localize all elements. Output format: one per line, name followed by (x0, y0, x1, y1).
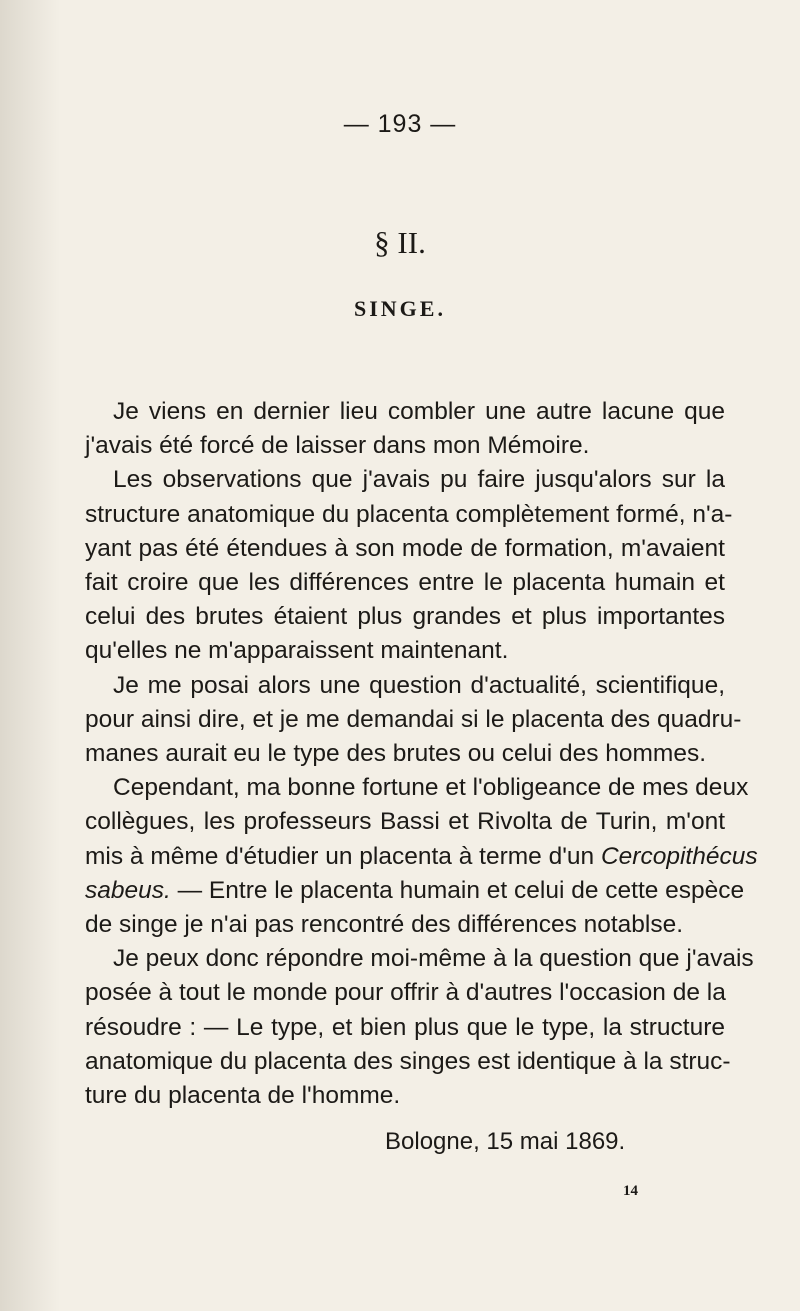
text-line: Cependant, ma bonne fortune et l'obligeance de mes deux (113, 774, 749, 802)
text-line: collègues, les professeurs Bassi et Rivolta de Turin, m'ont (85, 808, 725, 836)
body-text (85, 395, 758, 1113)
text-line: manes aurait eu le type des brutes ou celui des hommes. (85, 740, 707, 768)
text-line: Les observations que j'avais pu faire jusqu'alors sur la (113, 466, 725, 494)
text-line: celui des brutes étaient plus grandes et plus importantes (85, 603, 725, 631)
text-line: fait croire que les différences entre le placenta humain et (85, 569, 725, 597)
text-line: pour ainsi dire, et je me demandai si le placenta des quadru- (85, 705, 742, 733)
text-line: posée à tout le monde pour offrir à d'autres l'occasion de la (85, 979, 726, 1007)
date-signature: Bologne, 15 mai 1869. (385, 1128, 626, 1155)
species-name: Cercopithécus (600, 842, 758, 870)
text-line: j'avais été forcé de laisser dans mon Mémoire. (85, 432, 590, 460)
text-line: Je peux donc répondre moi-même à la question que j'avais (113, 945, 754, 973)
text-line (85, 874, 745, 908)
text-line: résoudre : — Le type, et bien plus que le type, la structure (85, 1013, 725, 1041)
section-title: SINGE. (354, 296, 446, 321)
page-number: — 193 — (343, 110, 457, 138)
text-line: de singe je n'ai pas rencontré des différences notablse. (85, 911, 684, 939)
text-line: structure anatomique du placenta complètement formé, n'a- (85, 500, 733, 528)
sheet-signature: 14 (623, 1183, 638, 1199)
text-fragment: mis à même d'étudier un placenta à terme d'un (85, 842, 595, 870)
text-line: qu'elles ne m'apparaissent maintenant. (85, 637, 509, 665)
text-line: Je viens en dernier lieu combler une autre lacune que (113, 398, 725, 425)
text-line: Je me posai alors une question d'actualité, scientifique, (113, 671, 725, 699)
text-line: ture du placenta de l'homme. (85, 1082, 401, 1110)
species-epithet: sabeus. (85, 876, 171, 904)
section-number: § II. (374, 225, 426, 260)
text-line: yant pas été étendues à son mode de formation, m'avaient (85, 534, 725, 562)
text-line: anatomique du placenta des singes est identique à la struc- (85, 1047, 731, 1075)
page-edge-shadow (0, 0, 60, 1311)
text-line (85, 840, 758, 874)
text-fragment: — Entre le placenta humain et celui de cette espèce (177, 876, 745, 904)
